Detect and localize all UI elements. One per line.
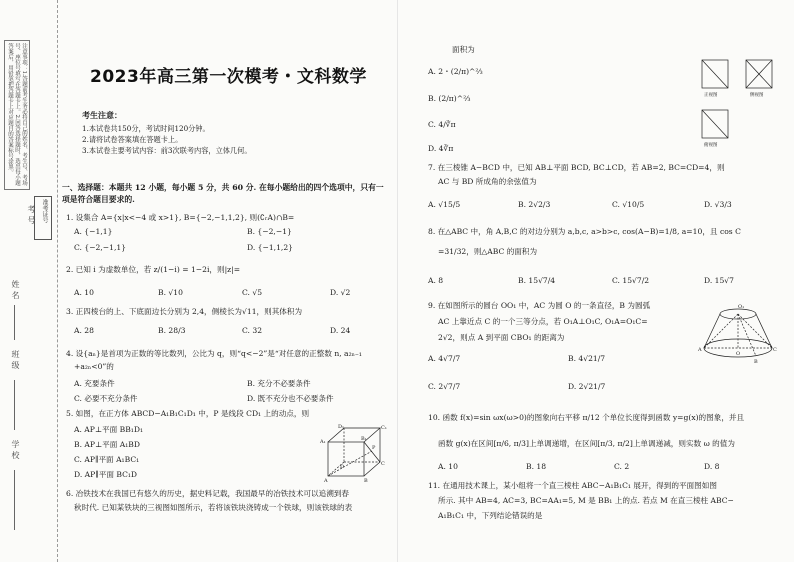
id-box: 准考证号 <box>34 196 52 240</box>
notice-line: 1.本试卷共150分，考试时间120分钟。 <box>82 124 210 133</box>
question-11-cont: 所示. 其中 AB=4, AC=3, BC=AA₁=5, M 是 BB₁ 上的点. 若点 M 在直三棱柱 ABC− <box>438 496 734 505</box>
label-class: 班级 <box>11 350 20 372</box>
notice <box>82 110 252 156</box>
binding-strip <box>0 0 58 562</box>
q8-option-c: C. 15√7/2 <box>612 276 650 285</box>
exam-title: 2023年高三第一次模考・文科数学 <box>90 67 367 87</box>
frustum-figure <box>698 302 778 364</box>
cube-label: B <box>364 478 368 484</box>
three-view-figure <box>700 58 780 150</box>
q2-option-c: C. √5 <box>242 288 263 297</box>
question-4-cont: +a₂ₙ<0”的 <box>74 362 114 371</box>
q6-option-a: A. 2・(2/π)^⅔ <box>428 67 483 76</box>
question-9-cont2: 2√2，则点 A 到平面 CBO₁ 的距离为 <box>438 333 565 342</box>
page-2 <box>397 0 794 562</box>
frustum-label: O₁ <box>738 304 745 310</box>
question-6-cont: 秋时代. 已知某铁块的三视图如图所示，若将该铁块浇铸成一个铁球，则该铁球的表 <box>74 503 353 512</box>
cube-label: D <box>340 464 345 470</box>
q1-option-a: A. {−1,1} <box>74 227 113 236</box>
cube-label: D₁ <box>338 424 345 430</box>
q9-option-c: C. 2√7/7 <box>428 382 461 391</box>
question-4: 4. 设{aₙ}是首项为正数的等比数列，公比为 q，则“q<−2”是“对任意的正整数 n, a₂ₙ₋₁ <box>66 349 362 358</box>
q5-option-b: B. AP⊥平面 A₁BD <box>74 440 140 449</box>
question-1: 1. 设集合 A={x|x<−4 或 x>1}, B={−2,−1,1,2}, 则(∁ᵣA)∩B= <box>66 213 295 222</box>
q8-option-a: A. 8 <box>428 276 444 285</box>
cube-label: A <box>324 478 328 484</box>
q3-option-b: B. 28/3 <box>158 326 186 335</box>
q10-option-b: B. 18 <box>526 462 547 471</box>
frustum-label: O <box>736 351 741 357</box>
binding-note: 注意事项：1.答题前考生务必将自己的姓名、考生号、考场号、座位号填写在答题卡上。2.回答选择题时，选出每小题答案后，用铅笔把答题卡上对应题目的答案标号涂黑。 <box>4 40 30 190</box>
q6-option-d: D. 4∛π <box>428 144 454 153</box>
q4-option-d: D. 既不充分也不必要条件 <box>247 394 334 403</box>
question-9-cont: AC 上靠近点 C 的一个三等分点，若 O₁A⊥O₁C, O₁A=O₁C= <box>438 317 648 326</box>
question-10-cont: 函数 g(x)在区间[π/6, π/3]上单调递增，在区间[π/3, π/2]上单调递减，则实数 ω 的值为 <box>438 439 735 448</box>
q4-option-a: A. 充要条件 <box>74 379 115 388</box>
q5-option-d: D. AP∥平面 BC₁D <box>74 470 138 479</box>
line-school <box>14 470 15 530</box>
q4-option-b: B. 充分不必要条件 <box>247 379 311 388</box>
cube-label: C <box>381 461 385 467</box>
q3-option-a: A. 28 <box>74 326 94 335</box>
question-11: 11. 在通用技术课上，某小组将一个直三棱柱 ABC−A₁B₁C₁ 展开，得到的平面图如图 <box>428 481 717 490</box>
q9-option-b: B. 4√21/7 <box>568 354 606 363</box>
q10-option-c: C. 2 <box>614 462 630 471</box>
question-8: 8. 在△ABC 中，角 A,B,C 的对边分别为 a,b,c, a>b>c, cos(A−B)=1/8, a=10，且 cos C <box>428 227 741 236</box>
line-name <box>14 305 15 340</box>
q2-option-a: A. 10 <box>74 288 94 297</box>
q1-option-b: B. {−2,−1} <box>247 227 292 236</box>
cube-label: B₁ <box>361 436 367 442</box>
q7-option-b: B. 2√2/3 <box>518 200 551 209</box>
section-heading: 一、选择题：本题共 12 小题，每小题 5 分，共 60 分. 在每小题给出的四个选项中，只有一项是符合题目要求的. <box>62 183 384 204</box>
question-6: 6. 冶铁技术在我国已有悠久的历史，据史料记载，我国最早的冶铁技术可以追溯到春 <box>66 489 350 498</box>
notice-line: 2.请将试卷答案填在答题卡上。 <box>82 135 183 144</box>
label-name: 姓名 <box>11 280 20 302</box>
frustum-label: A <box>698 347 702 353</box>
q6-option-c: C. 4/∛π <box>428 120 456 129</box>
question-7: 7. 在三棱锥 A−BCD 中，已知 AB⊥平面 BCD, BC⊥CD，若 AB=2, BC=CD=4，则 <box>428 163 725 172</box>
frustum-label: C <box>773 347 777 353</box>
notice-heading: 考生注意： <box>82 110 122 120</box>
question-7-cont: AC 与 BD 所成角的余弦值为 <box>438 177 537 186</box>
question-11-cont2: A₁B₁C₁ 中，下列结论错误的是 <box>438 511 543 520</box>
side-view-label: 侧视图 <box>750 93 764 98</box>
question-3: 3. 正四棱台的上、下底面边长分别为 2,4，侧棱长为√11，则其体积为 <box>66 307 303 316</box>
q7-option-a: A. √15/5 <box>428 200 461 209</box>
question-8-cont: =31/32，则△ABC 的面积为 <box>438 247 538 256</box>
cube-label: A₁ <box>320 439 326 445</box>
q8-option-d: D. 15√7 <box>704 276 734 285</box>
question-5: 5. 如图，在正方体 ABCD−A₁B₁C₁D₁ 中，P 是线段 CD₁ 上的动点，则 <box>66 409 310 418</box>
q1-option-d: D. {−1,1,2} <box>247 243 293 252</box>
label-school: 学校 <box>11 440 20 462</box>
q9-option-a: A. 4√7/7 <box>428 354 461 363</box>
notice-line: 3.本试卷主要考试内容：前3次联考内容，立体几何。 <box>82 146 252 155</box>
q3-option-d: D. 24 <box>330 326 351 335</box>
q6-option-b: B. (2/π)^⅔ <box>428 94 471 103</box>
label-exam-no: 考号 <box>27 205 36 227</box>
q7-option-d: D. √3/3 <box>704 200 732 209</box>
front-view-label: 正视图 <box>704 93 718 98</box>
q8-option-b: B. 15√7/4 <box>518 276 556 285</box>
top-view-label: 俯视图 <box>704 143 718 148</box>
line-class <box>14 380 15 430</box>
question-2: 2. 已知 i 为虚数单位，若 z/(1−i) = 1−2i，则|z|= <box>66 265 241 274</box>
question-10: 10. 函数 f(x)=sin ωx(ω>0)的图象向右平移 π/12 个单位长度得到函数 y=g(x)的图象，并且 <box>428 413 745 422</box>
q10-option-a: A. 10 <box>438 462 458 471</box>
q10-option-d: D. 8 <box>704 462 720 471</box>
q2-option-b: B. √10 <box>158 288 183 297</box>
q4-option-c: C. 必要不充分条件 <box>74 394 138 403</box>
q2-option-d: D. √2 <box>330 288 351 297</box>
q1-option-c: C. {−2,−1,1} <box>74 243 127 252</box>
q3-option-c: C. 32 <box>242 326 263 335</box>
cube-label: P <box>372 445 376 451</box>
q9-option-d: D. 2√21/7 <box>568 382 606 391</box>
cube-figure <box>320 424 387 484</box>
cube-label: C₁ <box>381 425 387 431</box>
frustum-label: B <box>754 359 758 365</box>
q5-option-a: A. AP⊥平面 BB₁D₁ <box>74 425 143 434</box>
q5-option-c: C. AP∥平面 A₁BC₁ <box>74 455 140 464</box>
question-6-end: 面积为 <box>452 45 475 54</box>
question-9: 9. 在如图所示的圆台 OO₁ 中，AC 为圆 O 的一条直径，B 为圆弧 <box>428 301 651 310</box>
q7-option-c: C. √10/5 <box>612 200 645 209</box>
